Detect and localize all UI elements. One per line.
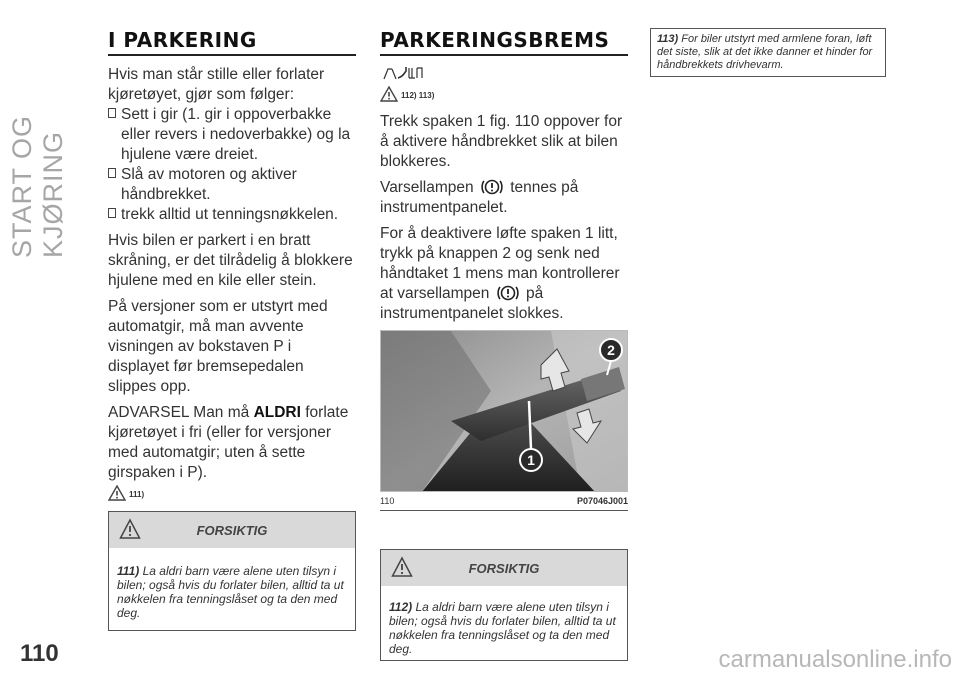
caution-box-112 <box>380 549 628 661</box>
reference-number: 111) <box>129 490 145 499</box>
caution-title: FORSIKTIG <box>196 522 268 538</box>
section-heading-parkeringsbrems: PARKERINGSBREMS <box>380 28 628 56</box>
parkering-bullet: trekk alltid ut tenningsnøkkelen. <box>108 205 356 225</box>
figure-callout-2: 2 <box>607 342 615 358</box>
figure-number: 110 <box>380 496 395 506</box>
parkering-para-warning: ADVARSEL Man må ALDRI forlate kjøretøyet i fri (eller for versjoner med automatgir; uten å sette girspaken i P). <box>108 404 349 481</box>
caution-text: 112) La aldri barn være alene uten tilsyn i bilen; også hvis du forlater bilen, alltid ta ut nøkkelen fra tenningslåset og ta den med deg. <box>389 600 616 656</box>
brake-warning-lamp-icon <box>496 284 520 302</box>
caution-box-111 <box>108 511 356 631</box>
warning-triangle-icon <box>119 518 141 540</box>
note-box-113: 113) For biler utstyrt med armlene foran, løft det siste, slik at det ikke danner et hinder for håndbrekkets drivhevarm. <box>650 28 886 77</box>
warning-triangle-icon <box>380 86 398 102</box>
checkbox-bullet-icon <box>108 108 116 118</box>
checkbox-bullet-icon <box>108 208 116 218</box>
parkering-para-automatic: På versjoner som er utstyrt med automatgir, må man avvente visningen av bokstaven P i displayet før bremsepedalen slippes opp. <box>108 298 328 395</box>
page-number: 110 <box>20 640 59 667</box>
checkbox-bullet-icon <box>108 168 116 178</box>
caution-title: FORSIKTIG <box>468 560 540 576</box>
caution-text: 111) La aldri barn være alene uten tilsyn i bilen; også hvis du forlater bilen, alltid ta ut nøkkelen fra tenningslåset og ta den med deg. <box>117 564 344 620</box>
warning-triangle-icon <box>108 485 126 501</box>
handbrake-illustration <box>381 331 628 492</box>
parkeringsbrems-para-deactivate: For å deaktivere løfte spaken 1 litt, trykk på knappen 2 og senk ned håndtaket 1 mens man kontrollerer at varsellampen på instrumentpanelet slokkes. <box>380 225 620 322</box>
figure-code: P07046J001 <box>576 496 628 506</box>
figure-callout-1: 1 <box>527 452 535 468</box>
handbrake-symbol-icon <box>382 65 430 81</box>
figure-caption <box>380 496 628 511</box>
parkering-bullet: Sett i gir (1. gir i oppoverbakke eller revers i nedoverbakke) og la hjulene være dreiet. <box>108 105 356 165</box>
parkering-intro: Hvis man står stille eller forlater kjøretøyet, gjør som følger: <box>108 66 325 103</box>
warning-triangle-icon <box>391 556 413 578</box>
reference-row <box>380 86 628 102</box>
watermark: carmanualsonline.info <box>718 646 952 673</box>
reference-number: 112) 113) <box>401 91 435 100</box>
parkering-bullet: Slå av motoren og aktiver håndbrekket. <box>108 165 356 205</box>
brake-warning-lamp-icon <box>480 178 504 196</box>
section-heading-parkering: I PARKERING <box>108 28 356 56</box>
parkering-para-slope: Hvis bilen er parkert i en bratt skråning, er det tilrådelig å blokkere hjulene med en kile eller stein. <box>108 232 353 289</box>
handbrake-figure <box>380 330 628 492</box>
column-parkering <box>108 28 356 631</box>
column-note <box>650 28 886 77</box>
parkeringsbrems-para-activate: Trekk spaken 1 fig. 110 oppover for å aktivere håndbrekket slik at bilen blokkeres. <box>380 113 623 170</box>
chapter-side-title: START OG KJØRING <box>7 114 68 258</box>
column-parkeringsbrems <box>380 28 628 661</box>
reference-row <box>108 485 356 501</box>
parkeringsbrems-para-lamp: Varsellampen tennes på instrumentpanelet. <box>380 179 579 216</box>
